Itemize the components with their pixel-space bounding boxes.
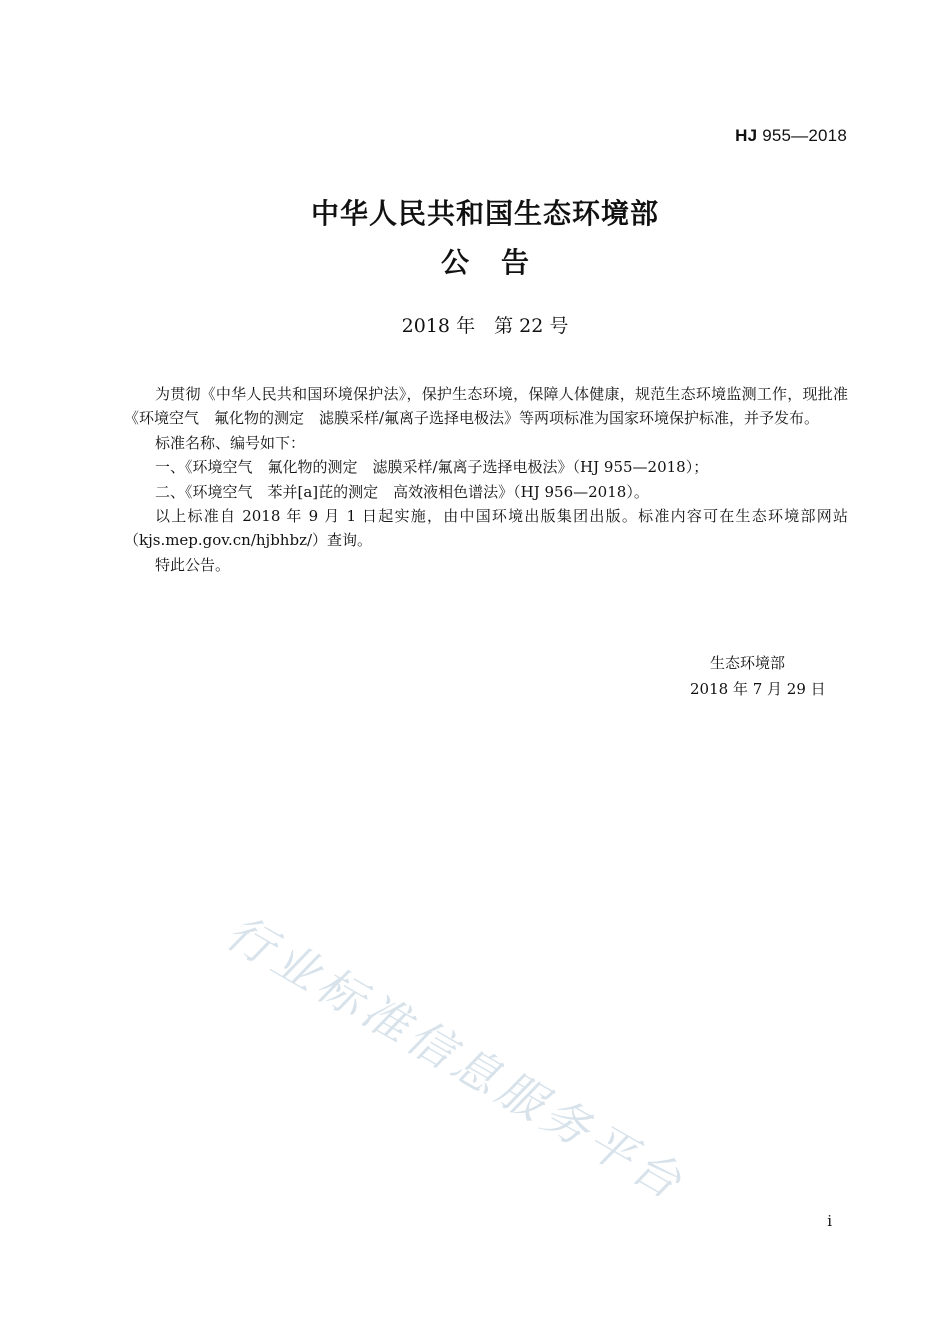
body-paragraph-closing: 特此公告。 — [155, 555, 231, 574]
notice-body — [124, 382, 848, 577]
page-number: i — [827, 1212, 832, 1230]
standard-code-prefix: HJ — [735, 126, 758, 145]
issue-number: 2018 年 第 22 号 — [401, 315, 569, 337]
standard-code-number: 955—2018 — [762, 126, 847, 145]
body-paragraph-list-heading: 标准名称、编号如下： — [155, 433, 306, 452]
signature-date: 2018 年 7 月 29 日 — [690, 680, 826, 698]
signature-block — [660, 650, 840, 702]
watermark: 行业标准信息服务平台 — [217, 904, 695, 1212]
standard-code — [735, 126, 847, 146]
ministry-title: 中华人民共和国生态环境部 — [310, 197, 659, 230]
body-paragraph-effective-date: 以上标准自 2018 年 9 月 1 日起实施，由中国环境出版集团出版。标准内容可在生态环境部网站（kjs.mep.gov.cn/hjbhbz/）查询。 — [124, 507, 848, 550]
body-paragraph-standard-1: 一、《环境空气 氟化物的测定 滤膜采样/氟离子选择电极法》（HJ 955—2018）； — [155, 458, 709, 477]
body-paragraph-standard-2: 二、《环境空气 苯并[a]芘的测定 高效液相色谱法》（HJ 956—2018）。 — [155, 482, 649, 501]
body-paragraph-intro: 为贯彻《中华人民共和国环境保护法》，保护生态环境，保障人体健康，规范生态环境监测工作，现批准《环境空气 氟化物的测定 滤膜采样/氟离子选择电极法》等两项标准为国家环境保护标准，并予发布。 — [124, 385, 848, 428]
notice-title: 公告 — [440, 246, 561, 279]
signature-org: 生态环境部 — [710, 654, 786, 672]
